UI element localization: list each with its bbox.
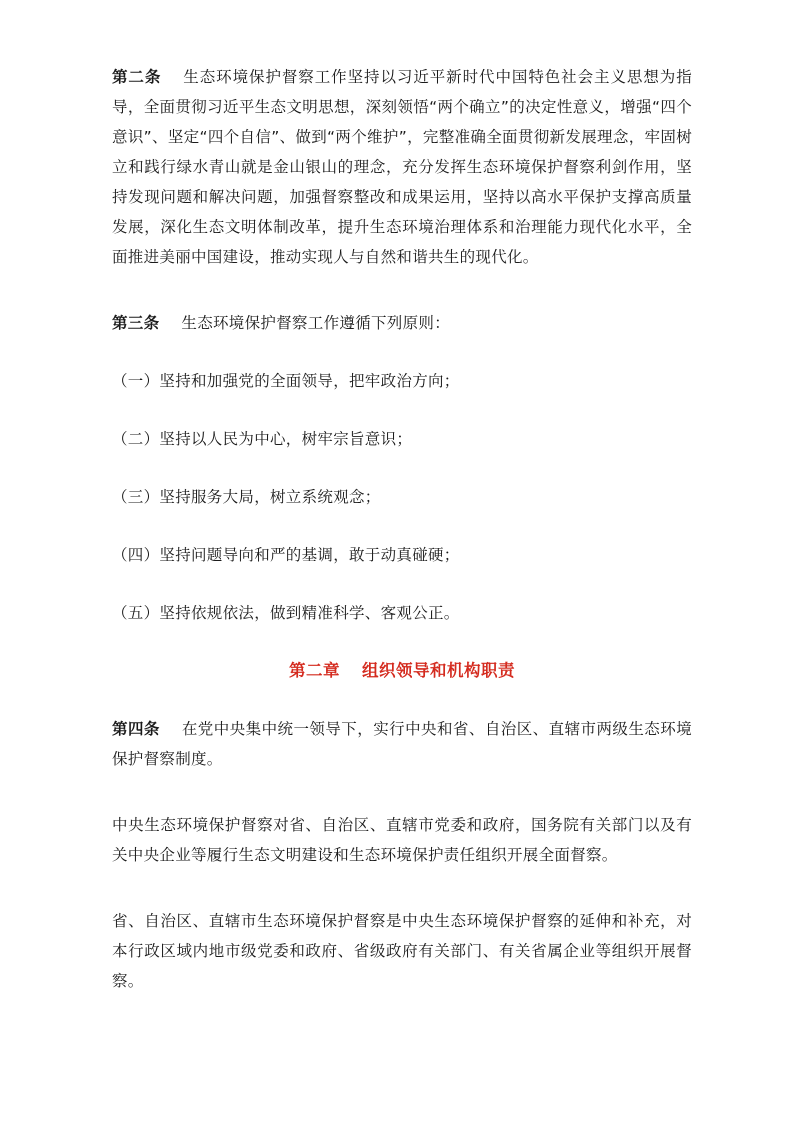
chapter-number: 第二章	[289, 661, 340, 680]
article-3-text: 生态环境保护督察工作遵循下列原则：	[181, 314, 451, 332]
principle-item-5: （五）坚持依规依法，做到精准科学、客观公正。	[112, 604, 460, 622]
article-2	[112, 62, 692, 272]
article-3-label: 第三条	[112, 314, 160, 332]
document-page	[112, 62, 692, 996]
article-2-label: 第二条	[112, 68, 162, 86]
article-4	[112, 714, 692, 774]
article-4-paragraph-1: 中央生态环境保护督察对省、自治区、直辖市党委和政府，国务院有关部门以及有关中央企业等履行生态文明建设和生态环境保护责任组织开展全面督察。	[112, 816, 692, 864]
chapter-heading	[112, 656, 692, 686]
principle-item-4: （四）坚持问题导向和严的基调，敢于动真碰硬；	[112, 546, 460, 564]
principle-item-3: （三）坚持服务大局，树立系统观念；	[112, 488, 381, 506]
chapter-title: 组织领导和机构职责	[362, 661, 515, 680]
article-3	[112, 308, 692, 338]
article-4-text: 在党中央集中统一领导下，实行中央和省、自治区、直辖市两级生态环境保护督察制度。	[112, 720, 692, 768]
principle-item-2: （二）坚持以人民为中心，树牢宗旨意识；	[112, 430, 413, 448]
article-2-text: 生态环境保护督察工作坚持以习近平新时代中国特色社会主义思想为指导，全面贯彻习近平生态文明思想，深刻领悟“两个确立”的决定性意义，增强“四个意识”、坚定“四个自信”、做到“两个维护”，完整准确全面贯彻新发展理念，牢固树立和践行绿水青山就是金山银山的理念，充分发挥生态环境保护督察利剑作用，坚持发现问题和解决问题，加强督察整改和成果运用，坚持以高水平保护支撑高质量发展，深化生态文明体制改革，提升生态环境治理体系和治理能力现代化水平，全面推进美丽中国建设，推动实现人与自然和谐共生的现代化。	[112, 68, 692, 266]
article-4-paragraph-2: 省、自治区、直辖市生态环境保护督察是中央生态环境保护督察的延伸和补充，对本行政区域内地市级党委和政府、省级政府有关部门、有关省属企业等组织开展督察。	[112, 912, 692, 990]
principle-item-1: （一）坚持和加强党的全面领导，把牢政治方向；	[112, 372, 460, 390]
article-4-label: 第四条	[112, 720, 160, 738]
